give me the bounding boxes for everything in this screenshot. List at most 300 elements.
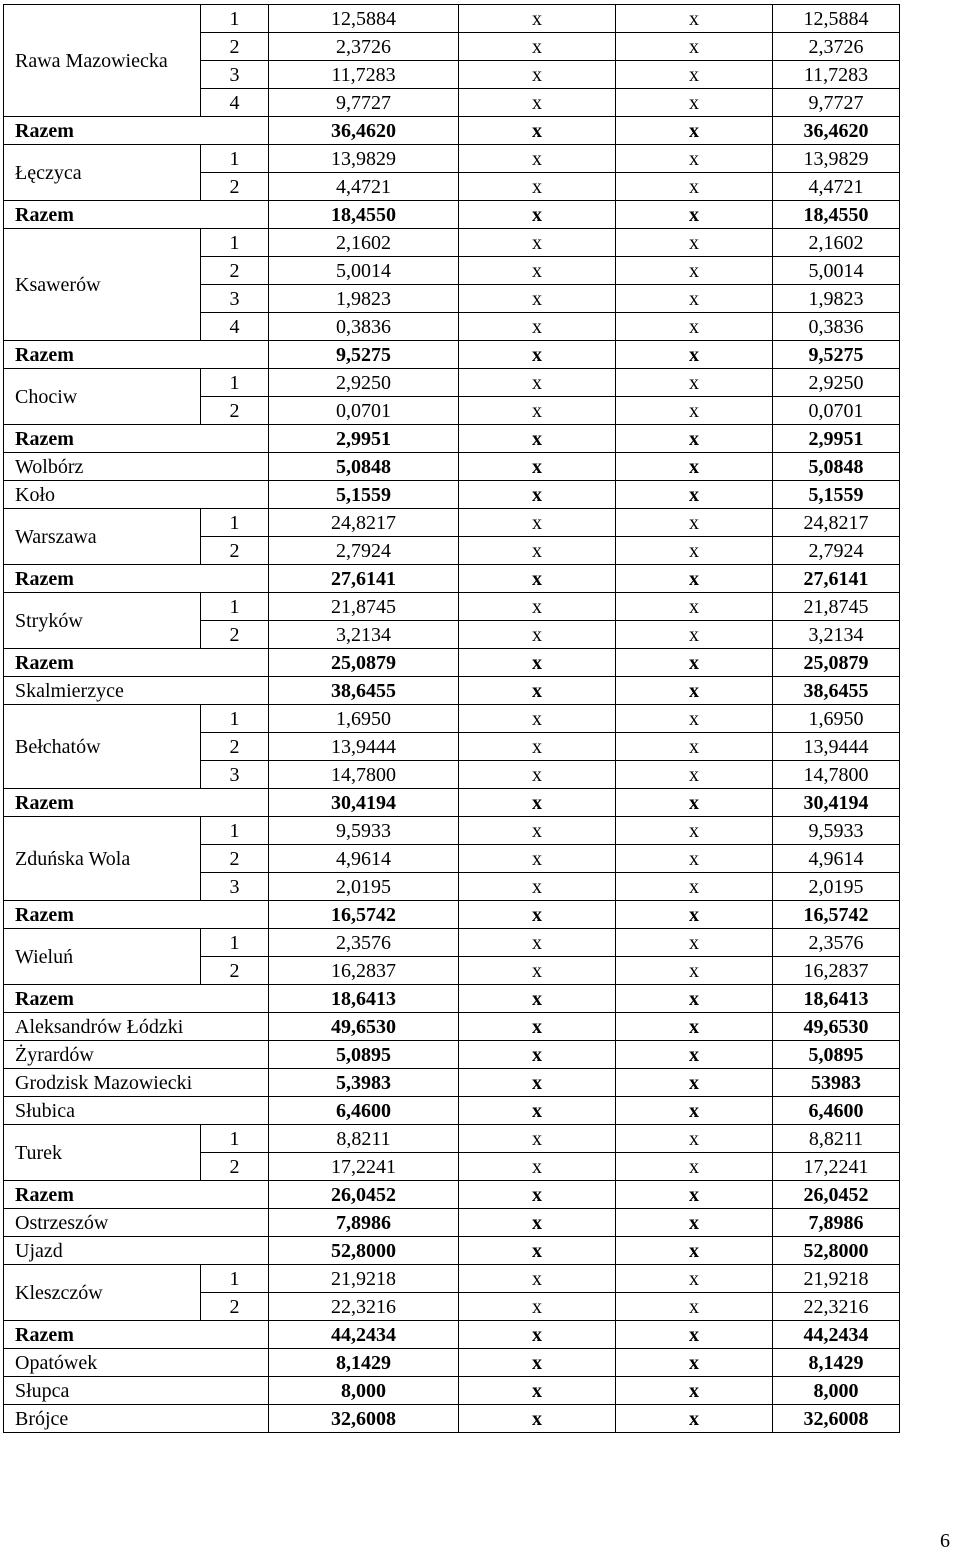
value-4-cell: 38,6455 xyxy=(773,677,900,705)
value-4-cell: 8,8211 xyxy=(773,1125,900,1153)
value-3-cell: x xyxy=(616,649,773,677)
item-number-cell: 1 xyxy=(201,705,269,733)
value-4-cell: 6,4600 xyxy=(773,1097,900,1125)
value-2-cell: x xyxy=(459,257,616,285)
total-row xyxy=(4,117,900,145)
value-1-cell: 2,1602 xyxy=(269,229,459,257)
value-2-cell: x xyxy=(459,425,616,453)
value-1-cell: 4,4721 xyxy=(269,173,459,201)
value-3-cell: x xyxy=(616,733,773,761)
value-4-cell: 32,6008 xyxy=(773,1405,900,1433)
item-number-cell: 1 xyxy=(201,369,269,397)
location-name-cell: Zduńska Wola xyxy=(4,817,201,901)
value-4-cell: 16,5742 xyxy=(773,901,900,929)
value-1-cell: 24,8217 xyxy=(269,509,459,537)
table-row xyxy=(4,481,900,509)
value-3-cell: x xyxy=(616,845,773,873)
value-3-cell: x xyxy=(616,89,773,117)
value-2-cell: x xyxy=(459,621,616,649)
total-label-cell: Razem xyxy=(4,201,269,229)
value-4-cell: 2,3726 xyxy=(773,33,900,61)
value-2-cell: x xyxy=(459,1041,616,1069)
value-2-cell: x xyxy=(459,285,616,313)
value-2-cell: x xyxy=(459,341,616,369)
value-3-cell: x xyxy=(616,789,773,817)
value-2-cell: x xyxy=(459,1097,616,1125)
table-body xyxy=(4,5,900,1433)
value-4-cell: 53983 xyxy=(773,1069,900,1097)
value-3-cell: x xyxy=(616,257,773,285)
value-3-cell: x xyxy=(616,537,773,565)
value-1-cell: 2,7924 xyxy=(269,537,459,565)
table-row xyxy=(4,1405,900,1433)
total-label-cell: Razem xyxy=(4,789,269,817)
value-1-cell: 14,7800 xyxy=(269,761,459,789)
value-2-cell: x xyxy=(459,845,616,873)
location-name-cell: Ksawerów xyxy=(4,229,201,341)
value-4-cell: 11,7283 xyxy=(773,61,900,89)
total-row xyxy=(4,649,900,677)
value-3-cell: x xyxy=(616,985,773,1013)
location-name-cell: Kleszczów xyxy=(4,1265,201,1321)
table-row xyxy=(4,593,900,621)
item-number-cell: 4 xyxy=(201,313,269,341)
location-name-cell: Grodzisk Mazowiecki xyxy=(4,1069,269,1097)
value-4-cell: 25,0879 xyxy=(773,649,900,677)
value-4-cell: 2,9951 xyxy=(773,425,900,453)
value-2-cell: x xyxy=(459,201,616,229)
item-number-cell: 3 xyxy=(201,61,269,89)
value-1-cell: 13,9444 xyxy=(269,733,459,761)
value-1-cell: 0,3836 xyxy=(269,313,459,341)
value-1-cell: 5,3983 xyxy=(269,1069,459,1097)
item-number-cell: 2 xyxy=(201,173,269,201)
value-1-cell: 17,2241 xyxy=(269,1153,459,1181)
location-name-cell: Łęczyca xyxy=(4,145,201,201)
total-row xyxy=(4,341,900,369)
location-name-cell: Ujazd xyxy=(4,1237,269,1265)
item-number-cell: 2 xyxy=(201,621,269,649)
item-number-cell: 4 xyxy=(201,89,269,117)
table-row xyxy=(4,1265,900,1293)
value-3-cell: x xyxy=(616,1321,773,1349)
value-4-cell: 0,3836 xyxy=(773,313,900,341)
value-2-cell: x xyxy=(459,733,616,761)
value-1-cell: 7,8986 xyxy=(269,1209,459,1237)
location-name-cell: Aleksandrów Łódzki xyxy=(4,1013,269,1041)
value-4-cell: 4,9614 xyxy=(773,845,900,873)
value-1-cell: 13,9829 xyxy=(269,145,459,173)
value-1-cell: 18,6413 xyxy=(269,985,459,1013)
value-1-cell: 38,6455 xyxy=(269,677,459,705)
value-3-cell: x xyxy=(616,593,773,621)
item-number-cell: 1 xyxy=(201,929,269,957)
location-name-cell: Brójce xyxy=(4,1405,269,1433)
value-2-cell: x xyxy=(459,1013,616,1041)
data-table xyxy=(3,4,900,1433)
value-2-cell: x xyxy=(459,369,616,397)
value-2-cell: x xyxy=(459,677,616,705)
value-4-cell: 5,0895 xyxy=(773,1041,900,1069)
value-3-cell: x xyxy=(616,509,773,537)
value-1-cell: 16,5742 xyxy=(269,901,459,929)
value-3-cell: x xyxy=(616,1377,773,1405)
value-3-cell: x xyxy=(616,173,773,201)
value-4-cell: 2,7924 xyxy=(773,537,900,565)
value-1-cell: 0,0701 xyxy=(269,397,459,425)
value-2-cell: x xyxy=(459,1237,616,1265)
value-4-cell: 13,9829 xyxy=(773,145,900,173)
value-3-cell: x xyxy=(616,1181,773,1209)
value-2-cell: x xyxy=(459,397,616,425)
item-number-cell: 1 xyxy=(201,5,269,33)
value-3-cell: x xyxy=(616,1097,773,1125)
location-name-cell: Słupca xyxy=(4,1377,269,1405)
value-4-cell: 2,9250 xyxy=(773,369,900,397)
total-label-cell: Razem xyxy=(4,1321,269,1349)
value-2-cell: x xyxy=(459,1377,616,1405)
value-3-cell: x xyxy=(616,33,773,61)
table-row xyxy=(4,369,900,397)
item-number-cell: 1 xyxy=(201,145,269,173)
value-1-cell: 2,3726 xyxy=(269,33,459,61)
value-2-cell: x xyxy=(459,33,616,61)
value-4-cell: 8,000 xyxy=(773,1377,900,1405)
value-2-cell: x xyxy=(459,313,616,341)
item-number-cell: 1 xyxy=(201,817,269,845)
value-1-cell: 5,0014 xyxy=(269,257,459,285)
value-4-cell: 2,3576 xyxy=(773,929,900,957)
value-1-cell: 22,3216 xyxy=(269,1293,459,1321)
total-row xyxy=(4,1321,900,1349)
value-1-cell: 25,0879 xyxy=(269,649,459,677)
table-row xyxy=(4,677,900,705)
value-1-cell: 2,3576 xyxy=(269,929,459,957)
total-row xyxy=(4,789,900,817)
value-4-cell: 1,9823 xyxy=(773,285,900,313)
total-row xyxy=(4,1181,900,1209)
item-number-cell: 1 xyxy=(201,593,269,621)
item-number-cell: 2 xyxy=(201,33,269,61)
value-3-cell: x xyxy=(616,1041,773,1069)
value-4-cell: 0,0701 xyxy=(773,397,900,425)
value-1-cell: 5,0895 xyxy=(269,1041,459,1069)
value-4-cell: 18,6413 xyxy=(773,985,900,1013)
value-4-cell: 13,9444 xyxy=(773,733,900,761)
value-4-cell: 22,3216 xyxy=(773,1293,900,1321)
total-row xyxy=(4,985,900,1013)
value-1-cell: 12,5884 xyxy=(269,5,459,33)
value-3-cell: x xyxy=(616,873,773,901)
value-2-cell: x xyxy=(459,593,616,621)
value-3-cell: x xyxy=(616,397,773,425)
value-3-cell: x xyxy=(616,901,773,929)
value-3-cell: x xyxy=(616,957,773,985)
value-3-cell: x xyxy=(616,1405,773,1433)
value-1-cell: 9,7727 xyxy=(269,89,459,117)
value-1-cell: 36,4620 xyxy=(269,117,459,145)
value-1-cell: 5,0848 xyxy=(269,453,459,481)
value-2-cell: x xyxy=(459,761,616,789)
value-3-cell: x xyxy=(616,61,773,89)
item-number-cell: 2 xyxy=(201,1293,269,1321)
value-4-cell: 5,0848 xyxy=(773,453,900,481)
value-2-cell: x xyxy=(459,1153,616,1181)
value-3-cell: x xyxy=(616,1237,773,1265)
value-4-cell: 21,8745 xyxy=(773,593,900,621)
location-name-cell: Bełchatów xyxy=(4,705,201,789)
value-1-cell: 8,1429 xyxy=(269,1349,459,1377)
total-label-cell: Razem xyxy=(4,649,269,677)
value-2-cell: x xyxy=(459,5,616,33)
value-2-cell: x xyxy=(459,817,616,845)
value-3-cell: x xyxy=(616,341,773,369)
value-1-cell: 18,4550 xyxy=(269,201,459,229)
value-2-cell: x xyxy=(459,1209,616,1237)
value-2-cell: x xyxy=(459,537,616,565)
value-1-cell: 5,1559 xyxy=(269,481,459,509)
value-4-cell: 9,5933 xyxy=(773,817,900,845)
value-2-cell: x xyxy=(459,453,616,481)
value-3-cell: x xyxy=(616,425,773,453)
value-2-cell: x xyxy=(459,61,616,89)
value-3-cell: x xyxy=(616,1293,773,1321)
value-3-cell: x xyxy=(616,117,773,145)
value-4-cell: 9,7727 xyxy=(773,89,900,117)
total-label-cell: Razem xyxy=(4,1181,269,1209)
table-row xyxy=(4,1069,900,1097)
table-row xyxy=(4,1097,900,1125)
value-3-cell: x xyxy=(616,369,773,397)
table-row xyxy=(4,1237,900,1265)
item-number-cell: 2 xyxy=(201,257,269,285)
value-3-cell: x xyxy=(616,1069,773,1097)
value-4-cell: 8,1429 xyxy=(773,1349,900,1377)
value-1-cell: 21,9218 xyxy=(269,1265,459,1293)
value-1-cell: 9,5275 xyxy=(269,341,459,369)
value-1-cell: 44,2434 xyxy=(269,1321,459,1349)
value-3-cell: x xyxy=(616,817,773,845)
item-number-cell: 2 xyxy=(201,537,269,565)
total-row xyxy=(4,425,900,453)
value-2-cell: x xyxy=(459,1405,616,1433)
table-row xyxy=(4,929,900,957)
item-number-cell: 1 xyxy=(201,229,269,257)
value-2-cell: x xyxy=(459,1321,616,1349)
value-3-cell: x xyxy=(616,1265,773,1293)
item-number-cell: 2 xyxy=(201,1153,269,1181)
value-2-cell: x xyxy=(459,873,616,901)
value-4-cell: 49,6530 xyxy=(773,1013,900,1041)
value-3-cell: x xyxy=(616,1013,773,1041)
table-row xyxy=(4,1349,900,1377)
value-2-cell: x xyxy=(459,145,616,173)
value-4-cell: 27,6141 xyxy=(773,565,900,593)
value-3-cell: x xyxy=(616,761,773,789)
item-number-cell: 2 xyxy=(201,845,269,873)
location-name-cell: Wolbórz xyxy=(4,453,269,481)
value-2-cell: x xyxy=(459,1181,616,1209)
total-label-cell: Razem xyxy=(4,341,269,369)
location-name-cell: Słubica xyxy=(4,1097,269,1125)
value-3-cell: x xyxy=(616,565,773,593)
item-number-cell: 2 xyxy=(201,397,269,425)
value-1-cell: 2,9250 xyxy=(269,369,459,397)
item-number-cell: 3 xyxy=(201,873,269,901)
value-1-cell: 27,6141 xyxy=(269,565,459,593)
value-3-cell: x xyxy=(616,705,773,733)
value-2-cell: x xyxy=(459,509,616,537)
value-4-cell: 7,8986 xyxy=(773,1209,900,1237)
value-2-cell: x xyxy=(459,1293,616,1321)
table-row xyxy=(4,229,900,257)
value-3-cell: x xyxy=(616,1153,773,1181)
value-1-cell: 11,7283 xyxy=(269,61,459,89)
value-1-cell: 8,8211 xyxy=(269,1125,459,1153)
value-3-cell: x xyxy=(616,145,773,173)
value-2-cell: x xyxy=(459,173,616,201)
total-label-cell: Razem xyxy=(4,565,269,593)
value-1-cell: 1,6950 xyxy=(269,705,459,733)
page-number: 6 xyxy=(940,1530,950,1552)
table-row xyxy=(4,1125,900,1153)
value-4-cell: 5,0014 xyxy=(773,257,900,285)
value-1-cell: 30,4194 xyxy=(269,789,459,817)
location-name-cell: Opatówek xyxy=(4,1349,269,1377)
value-2-cell: x xyxy=(459,789,616,817)
value-2-cell: x xyxy=(459,985,616,1013)
value-1-cell: 21,8745 xyxy=(269,593,459,621)
value-2-cell: x xyxy=(459,481,616,509)
total-label-cell: Razem xyxy=(4,425,269,453)
value-2-cell: x xyxy=(459,1069,616,1097)
item-number-cell: 3 xyxy=(201,285,269,313)
value-4-cell: 17,2241 xyxy=(773,1153,900,1181)
table-row xyxy=(4,705,900,733)
value-4-cell: 26,0452 xyxy=(773,1181,900,1209)
value-3-cell: x xyxy=(616,929,773,957)
value-1-cell: 2,0195 xyxy=(269,873,459,901)
location-name-cell: Koło xyxy=(4,481,269,509)
table-row xyxy=(4,453,900,481)
value-3-cell: x xyxy=(616,481,773,509)
location-name-cell: Skalmierzyce xyxy=(4,677,269,705)
item-number-cell: 1 xyxy=(201,1265,269,1293)
value-4-cell: 18,4550 xyxy=(773,201,900,229)
total-label-cell: Razem xyxy=(4,117,269,145)
value-2-cell: x xyxy=(459,649,616,677)
value-4-cell: 16,2837 xyxy=(773,957,900,985)
value-4-cell: 21,9218 xyxy=(773,1265,900,1293)
value-3-cell: x xyxy=(616,285,773,313)
item-number-cell: 3 xyxy=(201,761,269,789)
total-row xyxy=(4,565,900,593)
value-1-cell: 8,000 xyxy=(269,1377,459,1405)
location-name-cell: Stryków xyxy=(4,593,201,649)
table-row xyxy=(4,1377,900,1405)
value-2-cell: x xyxy=(459,957,616,985)
value-3-cell: x xyxy=(616,621,773,649)
value-4-cell: 14,7800 xyxy=(773,761,900,789)
value-4-cell: 52,8000 xyxy=(773,1237,900,1265)
value-2-cell: x xyxy=(459,229,616,257)
value-4-cell: 30,4194 xyxy=(773,789,900,817)
location-name-cell: Rawa Mazowiecka xyxy=(4,5,201,117)
value-2-cell: x xyxy=(459,705,616,733)
value-1-cell: 4,9614 xyxy=(269,845,459,873)
value-2-cell: x xyxy=(459,1349,616,1377)
value-3-cell: x xyxy=(616,677,773,705)
value-4-cell: 12,5884 xyxy=(773,5,900,33)
value-4-cell: 36,4620 xyxy=(773,117,900,145)
value-3-cell: x xyxy=(616,201,773,229)
value-1-cell: 32,6008 xyxy=(269,1405,459,1433)
location-name-cell: Chociw xyxy=(4,369,201,425)
table-row xyxy=(4,5,900,33)
value-3-cell: x xyxy=(616,1349,773,1377)
value-4-cell: 24,8217 xyxy=(773,509,900,537)
value-2-cell: x xyxy=(459,117,616,145)
total-row xyxy=(4,201,900,229)
value-3-cell: x xyxy=(616,313,773,341)
value-2-cell: x xyxy=(459,565,616,593)
value-1-cell: 52,8000 xyxy=(269,1237,459,1265)
value-4-cell: 9,5275 xyxy=(773,341,900,369)
value-2-cell: x xyxy=(459,901,616,929)
value-1-cell: 16,2837 xyxy=(269,957,459,985)
value-1-cell: 49,6530 xyxy=(269,1013,459,1041)
value-4-cell: 3,2134 xyxy=(773,621,900,649)
total-label-cell: Razem xyxy=(4,901,269,929)
value-1-cell: 9,5933 xyxy=(269,817,459,845)
location-name-cell: Żyrardów xyxy=(4,1041,269,1069)
value-2-cell: x xyxy=(459,1125,616,1153)
item-number-cell: 1 xyxy=(201,1125,269,1153)
value-4-cell: 44,2434 xyxy=(773,1321,900,1349)
item-number-cell: 1 xyxy=(201,509,269,537)
total-label-cell: Razem xyxy=(4,985,269,1013)
location-name-cell: Ostrzeszów xyxy=(4,1209,269,1237)
location-name-cell: Turek xyxy=(4,1125,201,1181)
value-3-cell: x xyxy=(616,229,773,257)
value-3-cell: x xyxy=(616,453,773,481)
location-name-cell: Warszawa xyxy=(4,509,201,565)
location-name-cell: Wieluń xyxy=(4,929,201,985)
value-1-cell: 3,2134 xyxy=(269,621,459,649)
value-4-cell: 2,1602 xyxy=(773,229,900,257)
value-2-cell: x xyxy=(459,1265,616,1293)
table-row xyxy=(4,1209,900,1237)
value-3-cell: x xyxy=(616,1209,773,1237)
table-row xyxy=(4,1041,900,1069)
value-4-cell: 4,4721 xyxy=(773,173,900,201)
value-2-cell: x xyxy=(459,929,616,957)
value-1-cell: 2,9951 xyxy=(269,425,459,453)
table-row xyxy=(4,1013,900,1041)
value-1-cell: 6,4600 xyxy=(269,1097,459,1125)
total-row xyxy=(4,901,900,929)
value-4-cell: 2,0195 xyxy=(773,873,900,901)
value-4-cell: 5,1559 xyxy=(773,481,900,509)
value-1-cell: 1,9823 xyxy=(269,285,459,313)
value-3-cell: x xyxy=(616,5,773,33)
table-row xyxy=(4,509,900,537)
table-row xyxy=(4,145,900,173)
item-number-cell: 2 xyxy=(201,957,269,985)
table-row xyxy=(4,817,900,845)
value-2-cell: x xyxy=(459,89,616,117)
value-3-cell: x xyxy=(616,1125,773,1153)
